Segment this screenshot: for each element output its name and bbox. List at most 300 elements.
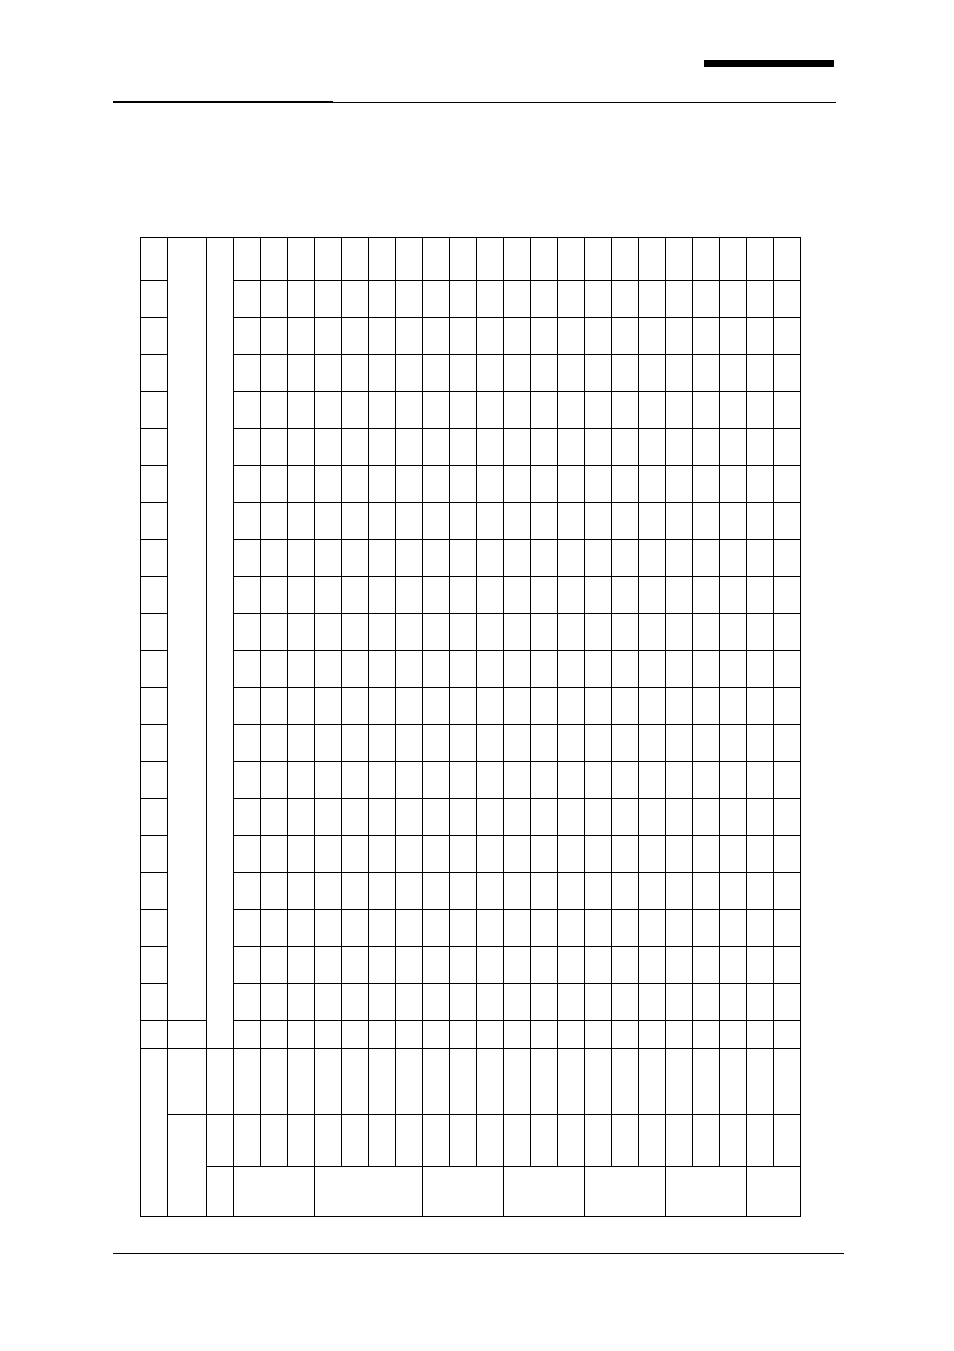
kvs-gap: [639, 1020, 666, 1048]
kvs-value: [774, 1048, 801, 1114]
kv-value: [315, 280, 342, 317]
kv-value: [423, 909, 450, 946]
kv-value: [585, 354, 612, 391]
kv-value: [558, 465, 585, 502]
kv-value: [774, 613, 801, 650]
kv-value: [396, 237, 423, 280]
kvs-gap: [288, 1020, 315, 1048]
kvs-gap: [774, 1020, 801, 1048]
kvs-gap: [450, 1020, 477, 1048]
kv-value: [423, 576, 450, 613]
kv-value: [585, 317, 612, 354]
kv-value: [261, 650, 288, 687]
kv-value: [342, 576, 369, 613]
kv-value: [531, 354, 558, 391]
kv-value: [396, 798, 423, 835]
kv-value: [639, 391, 666, 428]
dnorifice-value: [261, 1115, 288, 1167]
dnpipe-value: [234, 1167, 315, 1217]
kv-value: [315, 761, 342, 798]
kv-value: [720, 576, 747, 613]
kv-value: [423, 317, 450, 354]
kv-value: [585, 724, 612, 761]
kv-value: [693, 687, 720, 724]
kv-value: [234, 650, 261, 687]
kv-value: [531, 317, 558, 354]
kv-value: [423, 391, 450, 428]
dnpipe-value: [666, 1167, 747, 1217]
kv-value: [504, 835, 531, 872]
kv-value: [774, 872, 801, 909]
kvs-value: [720, 1048, 747, 1114]
kv-value: [639, 946, 666, 983]
kv-value: [261, 428, 288, 465]
table-row: [747, 237, 774, 1216]
kv-value: [693, 539, 720, 576]
table-row: [504, 237, 531, 1216]
kv-value: [747, 317, 774, 354]
kv-value: [504, 724, 531, 761]
version-label-cell: [168, 1115, 207, 1217]
kv-value: [342, 872, 369, 909]
kv-value: [234, 946, 261, 983]
header-row-units: [207, 237, 234, 1216]
kv-value: [747, 798, 774, 835]
kvs-value: [450, 1048, 477, 1114]
dnorifice-unit: [207, 1115, 234, 1167]
table-row: [612, 237, 639, 1216]
kv-value: [450, 502, 477, 539]
dnorifice-value: [639, 1115, 666, 1167]
kv-value: [531, 237, 558, 280]
kv-value: [720, 687, 747, 724]
position-header: [141, 687, 168, 724]
kv-value: [639, 354, 666, 391]
kv-value: [639, 465, 666, 502]
kv-value: [396, 502, 423, 539]
kv-value: [504, 687, 531, 724]
kv-value: [585, 983, 612, 1020]
kv-value: [369, 761, 396, 798]
kv-value: [693, 650, 720, 687]
kv-value: [558, 724, 585, 761]
kv-value: [720, 724, 747, 761]
kv-value: [558, 539, 585, 576]
kv-value: [720, 502, 747, 539]
kvs-value: [423, 1048, 450, 1114]
kv-value: [747, 280, 774, 317]
kv-value: [747, 237, 774, 280]
kv-value: [288, 872, 315, 909]
kv-value: [234, 465, 261, 502]
kv-value: [369, 909, 396, 946]
kv-value: [531, 946, 558, 983]
kv-value: [531, 576, 558, 613]
kv-value: [639, 613, 666, 650]
kv-value: [585, 872, 612, 909]
kv-value: [504, 502, 531, 539]
position-header: [141, 502, 168, 539]
kv-value: [585, 428, 612, 465]
kvs-value: [315, 1048, 342, 1114]
kv-value: [693, 576, 720, 613]
kv-value: [774, 724, 801, 761]
kv-value: [720, 317, 747, 354]
kv-value: [747, 613, 774, 650]
header-rule-left: [113, 101, 333, 103]
kv-value: [558, 502, 585, 539]
kv-value: [612, 502, 639, 539]
kv-value: [396, 946, 423, 983]
kv-value: [315, 391, 342, 428]
kv-value: [234, 835, 261, 872]
kv-value: [774, 687, 801, 724]
kv-value: [450, 909, 477, 946]
kv-value: [666, 428, 693, 465]
kv-value: [747, 872, 774, 909]
kv-value: [585, 650, 612, 687]
kv-value: [747, 687, 774, 724]
kv-value: [477, 613, 504, 650]
kv-value: [585, 280, 612, 317]
kv-value: [423, 613, 450, 650]
kv-value: [774, 354, 801, 391]
kv-value: [693, 280, 720, 317]
kv-value: [747, 502, 774, 539]
kv-value: [558, 391, 585, 428]
kv-value: [396, 317, 423, 354]
kv-value: [558, 983, 585, 1020]
kv-value: [423, 687, 450, 724]
kv-value: [639, 576, 666, 613]
kv-value: [315, 798, 342, 835]
kvs-gap: [423, 1020, 450, 1048]
dnorifice-value: [693, 1115, 720, 1167]
kv-value: [666, 539, 693, 576]
kv-value: [612, 539, 639, 576]
kv-value: [693, 909, 720, 946]
kv-value: [315, 539, 342, 576]
kv-value: [423, 465, 450, 502]
dnpipe-value: [747, 1167, 801, 1217]
kv-value: [720, 946, 747, 983]
kv-value: [450, 650, 477, 687]
kv-value: [423, 872, 450, 909]
stroke-label-gap: [141, 1020, 168, 1048]
kv-value: [288, 502, 315, 539]
kv-value: [774, 909, 801, 946]
kv-value: [612, 761, 639, 798]
kv-value: [747, 465, 774, 502]
kvs-label: [168, 1048, 207, 1114]
kv-value: [369, 946, 396, 983]
kvs-gap: [612, 1020, 639, 1048]
kv-value: [477, 576, 504, 613]
kv-value: [369, 650, 396, 687]
kv-value: [612, 576, 639, 613]
kv-value: [261, 909, 288, 946]
kv-value: [369, 872, 396, 909]
kv-value: [396, 650, 423, 687]
dnpipe-value: [423, 1167, 504, 1217]
table-row: [477, 237, 504, 1216]
kvs-value: [531, 1048, 558, 1114]
kv-value: [396, 835, 423, 872]
burkert-logo: [700, 60, 834, 104]
kv-value: [477, 237, 504, 280]
kv-value: [342, 280, 369, 317]
kv-value: [585, 539, 612, 576]
header-row-stroke: [141, 237, 168, 1216]
kv-value: [234, 872, 261, 909]
kv-value: [369, 428, 396, 465]
kv-value: [531, 909, 558, 946]
kv-value: [693, 354, 720, 391]
kv-value: [666, 391, 693, 428]
table-row: [531, 237, 558, 1216]
kv-value: [288, 576, 315, 613]
kv-value: [504, 946, 531, 983]
kv-value: [315, 983, 342, 1020]
kv-value: [774, 280, 801, 317]
kv-value: [639, 798, 666, 835]
kv-value: [666, 465, 693, 502]
table-row: [261, 237, 288, 1216]
kv-value: [423, 946, 450, 983]
kv-value: [423, 724, 450, 761]
kv-value: [531, 872, 558, 909]
kv-value: [720, 835, 747, 872]
kv-value: [558, 576, 585, 613]
kv-value: [612, 237, 639, 280]
kv-value: [504, 650, 531, 687]
dnorifice-value: [774, 1115, 801, 1167]
kv-value: [747, 983, 774, 1020]
kv-value: [315, 724, 342, 761]
kv-value: [315, 687, 342, 724]
kv-value: [234, 539, 261, 576]
kv-value: [342, 428, 369, 465]
kv-value: [477, 909, 504, 946]
kv-value: [369, 687, 396, 724]
kv-value: [747, 946, 774, 983]
kv-value: [666, 983, 693, 1020]
kv-value: [531, 280, 558, 317]
kv-value: [450, 317, 477, 354]
dn-labels: [168, 1115, 181, 1216]
kv-value: [720, 428, 747, 465]
kv-value: [450, 946, 477, 983]
position-header: [141, 539, 168, 576]
kv-value: [369, 317, 396, 354]
kv-value: [747, 909, 774, 946]
kv-value: [315, 872, 342, 909]
kv-value: [531, 687, 558, 724]
kv-value: [774, 502, 801, 539]
kv-value: [558, 237, 585, 280]
logo-bar: [704, 60, 834, 67]
kv-value: [423, 237, 450, 280]
kv-value: [369, 983, 396, 1020]
kv-value: [261, 354, 288, 391]
kv-value: [450, 835, 477, 872]
kv-value: [774, 946, 801, 983]
kv-value: [288, 354, 315, 391]
kv-value: [558, 687, 585, 724]
kv-value: [423, 650, 450, 687]
kv-value: [342, 237, 369, 280]
kv-value: [693, 798, 720, 835]
unit-gap: [207, 237, 234, 1048]
kv-value: [261, 465, 288, 502]
kv-value: [558, 428, 585, 465]
kv-value: [720, 613, 747, 650]
kv-value: [558, 613, 585, 650]
kv-value: [531, 798, 558, 835]
kv-value: [396, 724, 423, 761]
kv-value: [558, 946, 585, 983]
kv-value: [504, 576, 531, 613]
kv-value: [288, 983, 315, 1020]
kvs-gap: [342, 1020, 369, 1048]
kv-value: [612, 465, 639, 502]
kv-value: [774, 317, 801, 354]
kv-value: [369, 280, 396, 317]
kv-value: [234, 761, 261, 798]
kv-value: [450, 798, 477, 835]
kvs-value: [477, 1048, 504, 1114]
kv-value: [504, 354, 531, 391]
kv-value: [639, 687, 666, 724]
kv-value: [639, 502, 666, 539]
kv-value: [450, 428, 477, 465]
kv-value: [666, 724, 693, 761]
kv-value: [369, 724, 396, 761]
kv-value: [504, 539, 531, 576]
kv-value: [774, 650, 801, 687]
kv-value: [369, 798, 396, 835]
kv-value: [315, 428, 342, 465]
kv-value: [288, 835, 315, 872]
kv-value: [477, 280, 504, 317]
kv-value: [288, 280, 315, 317]
kv-value: [774, 983, 801, 1020]
kv-value: [396, 428, 423, 465]
dnorifice-value: [423, 1115, 450, 1167]
kv-value: [477, 983, 504, 1020]
kvs-unit: [207, 1048, 234, 1114]
position-header: [141, 946, 168, 983]
kv-value: [423, 983, 450, 1020]
kv-value: [612, 391, 639, 428]
kv-value: [315, 237, 342, 280]
kv-value: [342, 502, 369, 539]
kv-value: [234, 502, 261, 539]
kv-value: [747, 724, 774, 761]
kv-value: [261, 317, 288, 354]
kv-value: [396, 539, 423, 576]
kv-value: [666, 798, 693, 835]
kv-value: [234, 909, 261, 946]
kv-value: [666, 872, 693, 909]
kv-value: [423, 280, 450, 317]
kv-value: [639, 317, 666, 354]
kv-value: [342, 983, 369, 1020]
kv-value: [450, 872, 477, 909]
kv-value: [477, 724, 504, 761]
kv-value: [612, 798, 639, 835]
header-row-labels: [168, 237, 207, 1216]
position-header: [141, 909, 168, 946]
kv-value: [477, 872, 504, 909]
kv-value: [234, 576, 261, 613]
kv-value: [342, 761, 369, 798]
kv-value: [315, 465, 342, 502]
kvs-value: [288, 1048, 315, 1114]
dnorifice-value: [666, 1115, 693, 1167]
kv-value: [639, 983, 666, 1020]
position-header: [141, 613, 168, 650]
kv-value: [504, 872, 531, 909]
kvs-gap: [693, 1020, 720, 1048]
kv-value: [720, 909, 747, 946]
kv-value: [531, 539, 558, 576]
kv-value: [666, 761, 693, 798]
kv-value: [693, 391, 720, 428]
kv-value: [450, 983, 477, 1020]
kvs-gap: [585, 1020, 612, 1048]
kv-value: [720, 761, 747, 798]
kvs-value: [234, 1048, 261, 1114]
kv-value: [369, 465, 396, 502]
kvs-value: [396, 1048, 423, 1114]
dnorifice-value: [558, 1115, 585, 1167]
kv-value: [342, 317, 369, 354]
kv-value: [666, 502, 693, 539]
kvs-gap: [531, 1020, 558, 1048]
kvs-gap: [666, 1020, 693, 1048]
kv-value: [693, 983, 720, 1020]
kv-value: [234, 724, 261, 761]
kv-value: [639, 428, 666, 465]
kv-value: [342, 613, 369, 650]
table-row: [585, 237, 612, 1216]
kv-value: [720, 983, 747, 1020]
kv-value: [288, 724, 315, 761]
kv-value: [288, 909, 315, 946]
kv-value: [288, 650, 315, 687]
kv-value: [396, 613, 423, 650]
kv-value: [450, 576, 477, 613]
kv-value: [612, 946, 639, 983]
kv-value: [612, 909, 639, 946]
kv-value: [315, 317, 342, 354]
kv-value: [261, 798, 288, 835]
kv-value: [369, 391, 396, 428]
kv-value: [504, 613, 531, 650]
kv-value: [504, 280, 531, 317]
kv-value: [639, 724, 666, 761]
kv-value: [288, 391, 315, 428]
table-row: [450, 237, 477, 1216]
kv-value: [288, 539, 315, 576]
kv-value: [423, 761, 450, 798]
position-header: [141, 872, 168, 909]
kv-value: [504, 983, 531, 1020]
kv-value: [666, 237, 693, 280]
kv-value: [315, 946, 342, 983]
kv-value: [477, 391, 504, 428]
